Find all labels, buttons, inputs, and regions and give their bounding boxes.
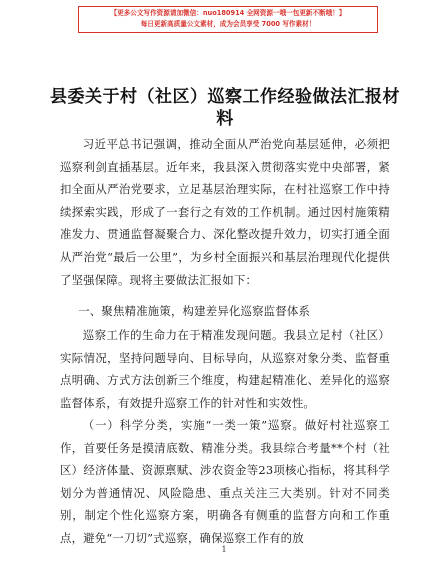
section-1-paragraph: 巡察工作的生命力在于精准发现问题。我县立足村（社区）实际情况，坚持问题导向、目标导向，从巡察对象分类、监督重点明确、方式方法创新三个维度，构建起精准化、差异化的巡察监督体系，有效提升巡察工作的针对性和实效性。 <box>60 328 390 410</box>
promo-banner-line-2: 每日更新高质量公文素材，成为会员享受 7000 写作素材！ <box>140 20 316 28</box>
promo-banner-line-1: 【更多公文写作资源请加微信：nuo180914 全网资源一哦一包更新不断哦！】 <box>110 9 346 17</box>
page-number: 1 <box>221 545 227 554</box>
document-title: 县委关于村（社区）巡察工作经验做法汇报材料 <box>50 87 400 129</box>
intro-paragraph: 习近平总书记强调，推动全面从严治党向基层延伸，必须把巡察利剑直插基层。近年来，我县深入贯彻落实党中央部署，紧扣全面从严治党要求，立足基层治理实际，在村社巡察工作中持续探索实践，形成了一套行之有效的工作机制。通过因村施策精准发力、贯通监督凝聚合力、深化整改提升效力，切实打通全面从严治党“最后一公里”，为乡村全面振兴和基层治理现代化提供了坚强保障。现将主要做法汇报如下： <box>60 137 390 287</box>
promo-banner <box>78 6 378 33</box>
section-heading-1: 一、聚焦精准施策，构建差异化巡察监督体系 <box>78 304 311 318</box>
subsection-1-paragraph: （一）科学分类，实施“一类一策”巡察。做好村社巡察工作，首要任务是摸清底数、精准分类。我县综合考量**个村（社区）经济体量、资源禀赋、涉农资金等23项核心指标，将其科学划分为普通情况、风险隐患、重点关注三大类别。针对不同类别，制定个性化巡察方案，明确各有侧重的监督方向和工作重点，避免“一刀切”式巡察，确保巡察工作有的放 <box>60 418 390 545</box>
